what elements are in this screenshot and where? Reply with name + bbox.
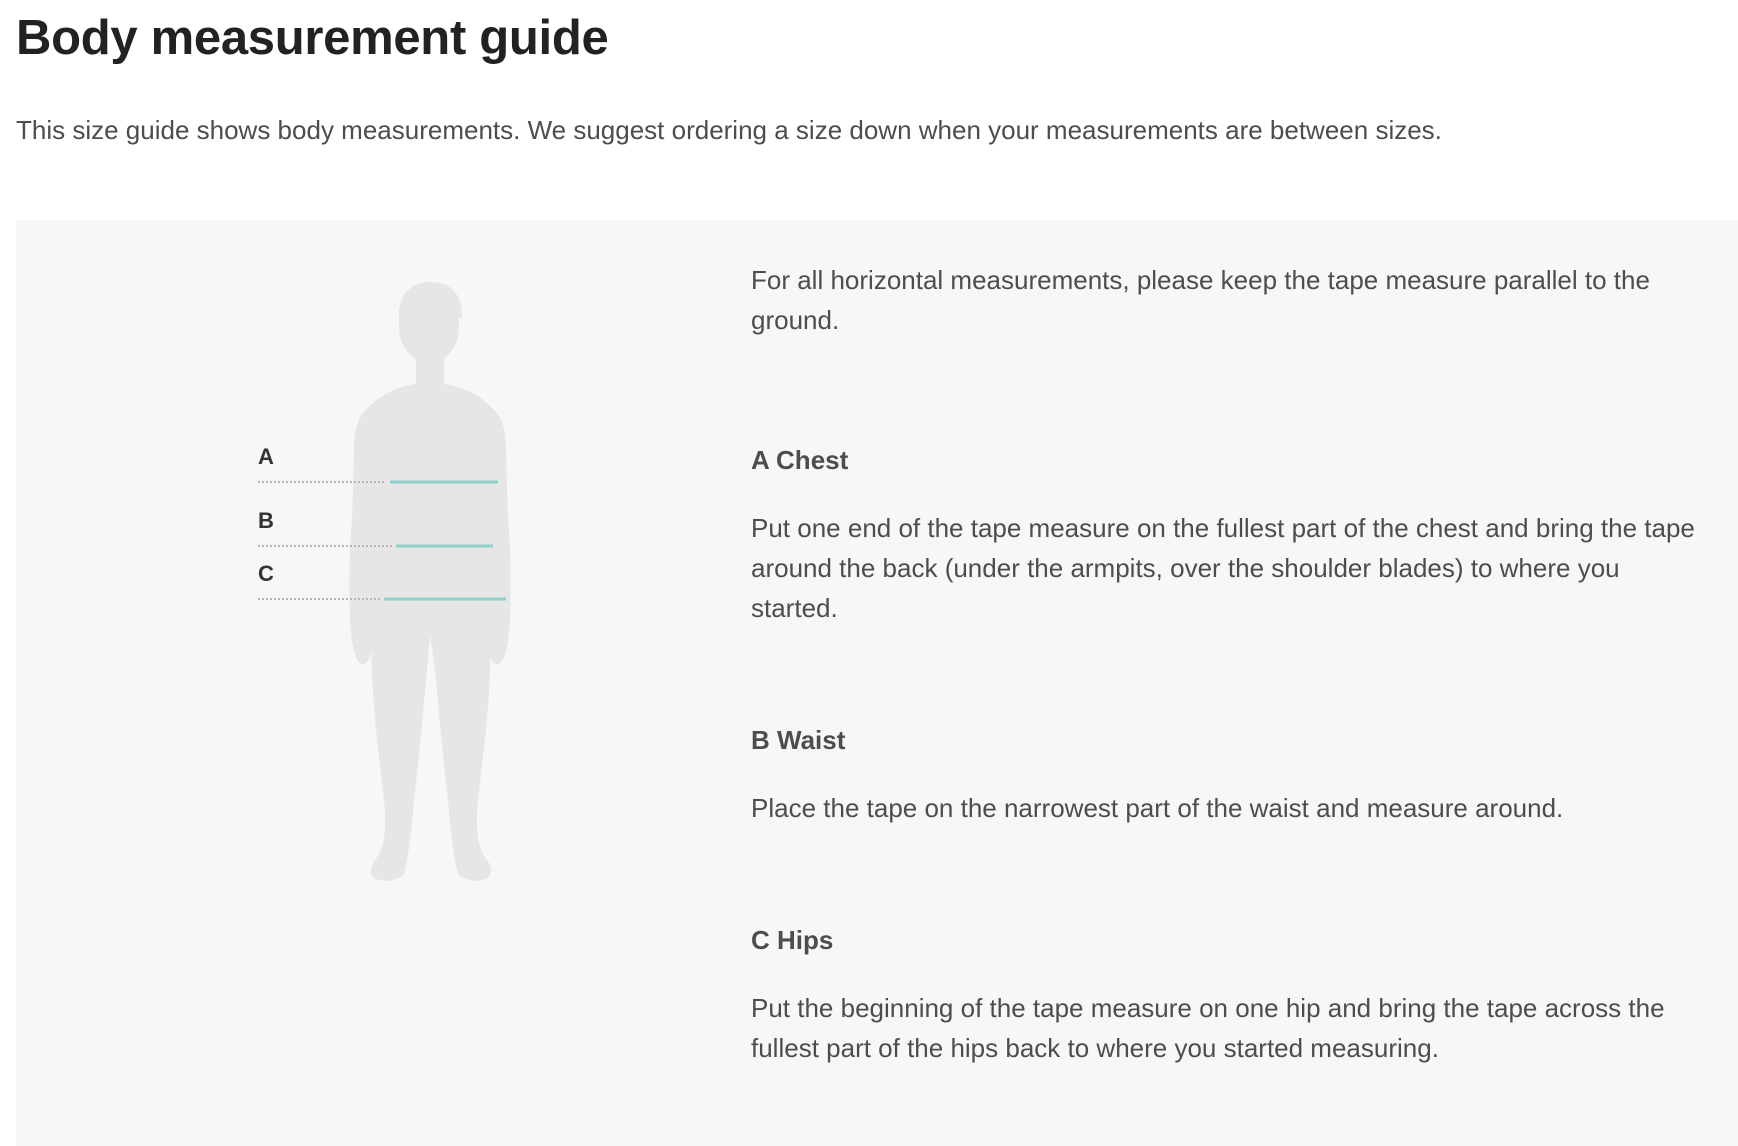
page-title: Body measurement guide: [16, 11, 609, 65]
waist-section: [751, 722, 1711, 828]
general-note: For all horizontal measurements, please keep the tape measure parallel to the ground.: [751, 265, 1650, 335]
hips-section: [751, 922, 1711, 1068]
body-figure: [216, 260, 576, 900]
marker-c-letter: C: [258, 561, 274, 586]
body-silhouette: [349, 282, 510, 881]
chest-text: Put one end of the tape measure on the fullest part of the chest and bring the tape around the back (under the armpits, over the shoulder blades) to where you started.: [751, 513, 1695, 623]
waist-text: Place the tape on the narrowest part of the waist and measure around.: [751, 793, 1564, 823]
chest-heading: A Chest: [751, 445, 849, 475]
measurement-panel: [16, 220, 1738, 1146]
hips-heading: C Hips: [751, 925, 834, 955]
measurement-instructions: [751, 260, 1711, 1068]
hips-text: Put the beginning of the tape measure on one hip and bring the tape across the fullest part of the hips back to where you started measuring.: [751, 993, 1665, 1063]
intro-text: This size guide shows body measurements. We suggest ordering a size down when your measurements are between sizes.: [16, 115, 1442, 145]
waist-heading: B Waist: [751, 725, 846, 755]
marker-b-letter: B: [258, 508, 274, 533]
chest-section: [751, 442, 1711, 628]
body-silhouette-illustration: [216, 260, 576, 900]
marker-a-letter: A: [258, 444, 274, 469]
